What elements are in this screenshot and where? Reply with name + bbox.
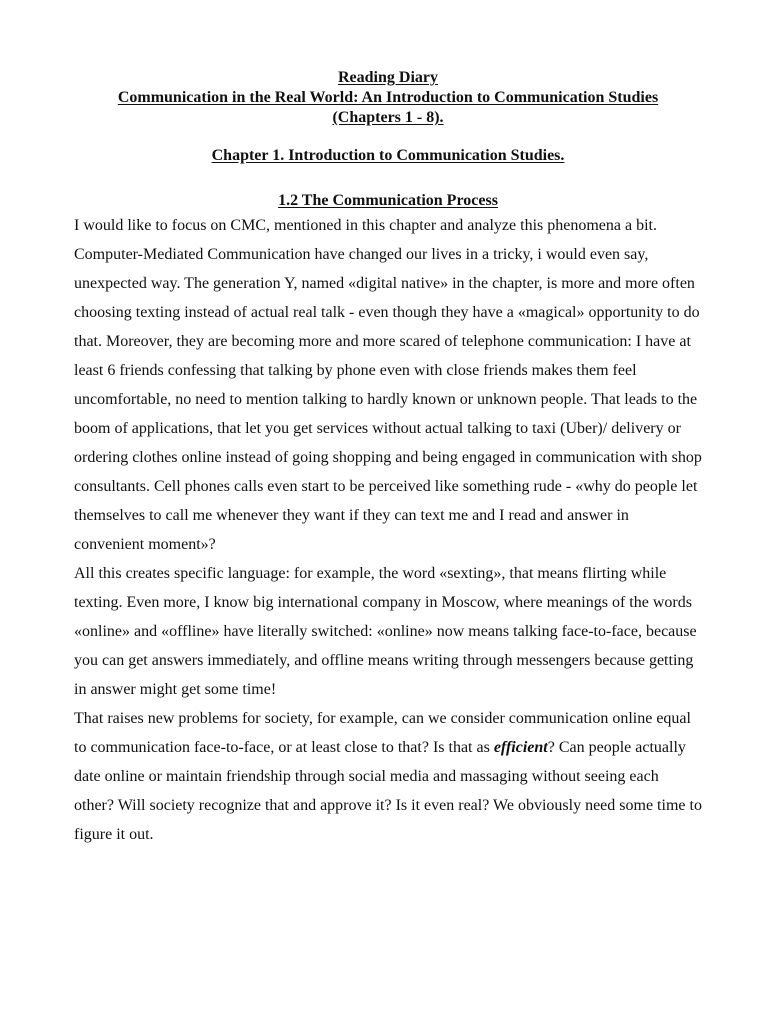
emphasized-word: efficient: [493, 739, 548, 756]
paragraph-1: I would like to focus on CMC, mentioned in this chapter and analyze this phenomena a bit.: [74, 217, 657, 234]
title-line-chapters: (Chapters 1 - 8).: [332, 109, 444, 126]
title-line-reading-diary: Reading Diary: [338, 69, 438, 86]
title-line-book: Communication in the Real World: An Introduction to Communication Studies: [117, 89, 659, 106]
paragraph-4: [74, 704, 702, 849]
document-title: [66, 68, 710, 128]
section-heading-block: [66, 191, 710, 211]
chapter-heading: Chapter 1. Introduction to Communication Studies.: [211, 147, 565, 164]
paragraph-3: All this creates specific language: for example, the word «sexting», that means flirting while texting. Even more, I know big international company in Moscow, where meanings of the words «online» and «offline» have literally switched: «online» now means talking face-to-face, because you can get answers immediately, and offline means writing through messengers because getting in answer might get some time!: [74, 565, 697, 698]
chapter-heading-block: [66, 146, 710, 166]
paragraph-4-end: ? Can people actually date online or maintain friendship through social media and massaging without seeing each other? Will society recognize that and approve it? Is it even real? We obviously need some time to figure it out.: [74, 739, 702, 843]
paragraph-4-start: That raises new problems for society, for example, can we consider communication online equal to communication face-to-face, or at least close to that? Is that as: [74, 710, 691, 756]
section-heading: 1.2 The Communication Process: [278, 192, 498, 209]
paragraph-2: Computer-Mediated Communication have changed our lives in a tricky, i would even say, unexpected way. The generation Y, named «digital native» in the chapter, is more and more often choosing texting instead of actual real talk - even though they have a «magical» opportunity to do that. Moreover, they are becoming more and more scared of telephone communication: I have at least 6 friends confessing that talking by phone even with close friends makes them feel uncomfortable, no need to mention talking to hardly known or unknown people. That leads to the boom of applications, that let you get services without actual talking to taxi (Uber)/ delivery or ordering clothes online instead of going shopping and being engaged in communication with shop consultants. Cell phones calls even start to be perceived like something rude - «why do people let themselves to call me whenever they want if they can text me and I read and answer in convenient moment»?: [74, 246, 702, 553]
body-text: [74, 211, 702, 849]
